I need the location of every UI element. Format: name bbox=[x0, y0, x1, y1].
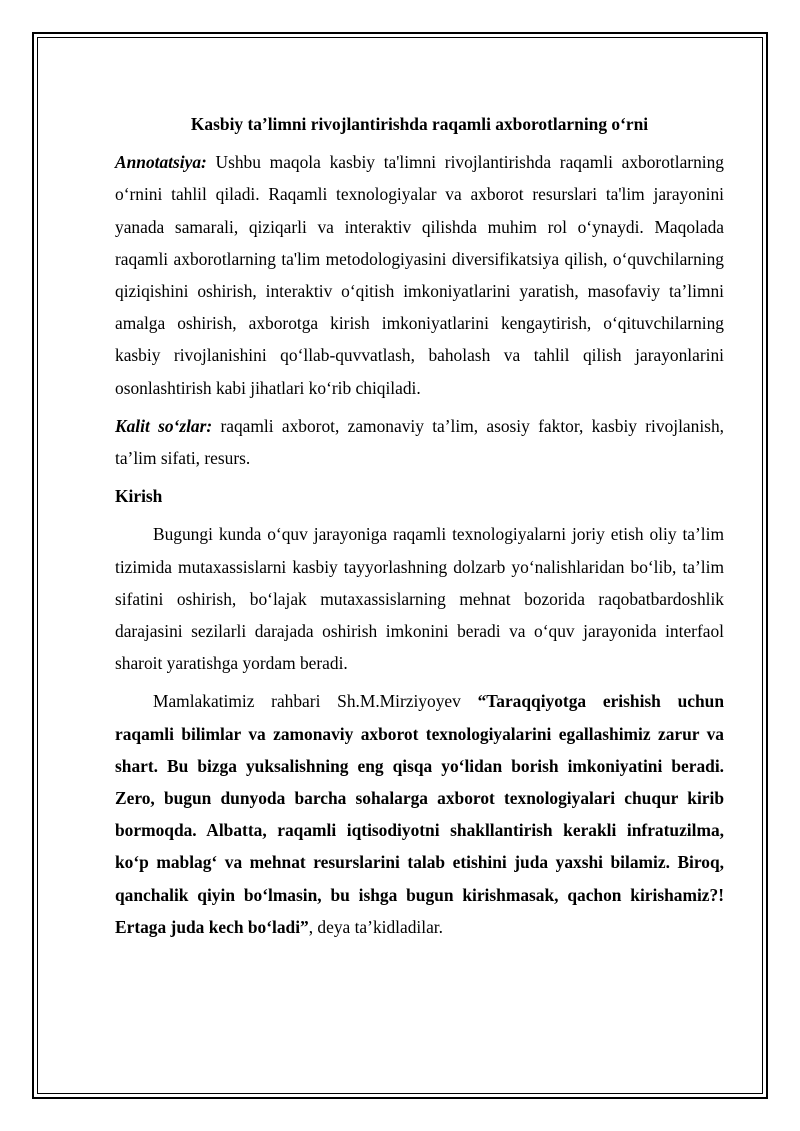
keywords-label: Kalit so‘zlar: bbox=[115, 415, 213, 436]
document-body bbox=[115, 108, 724, 949]
section-heading: Kirish bbox=[115, 486, 163, 507]
abstract-label: Annotatsiya: bbox=[115, 152, 207, 173]
keywords-paragraph bbox=[115, 410, 724, 474]
quote-intro: Mamlakatimiz rahbari Sh.M.Mirziyoyev bbox=[153, 691, 478, 712]
abstract-paragraph bbox=[115, 146, 724, 404]
document-title: Kasbiy ta’limni rivojlantirishda raqamli axborotlarning o‘rni bbox=[190, 114, 649, 134]
intro-paragraph-2 bbox=[115, 685, 724, 943]
intro-paragraph-1: Bugungi kunda o‘quv jarayoniga raqamli texnologiyalarni joriy etish oliy ta’lim tizimida mutaxassislarni kasbiy tayyorlashning dolzarb yo‘nalishlaridan bo‘lib, ta’lim sifatini oshirish, bo‘lajak mutaxassislarning mehnat bozorida raqobatbardoshlik darajasini sezilarli darajada oshirish imkonini beradi va o‘quv jarayonida interfaol sharoit yaratishga yordam beradi. bbox=[115, 524, 724, 674]
quote-outro: , deya ta’kidladilar. bbox=[308, 916, 443, 937]
quote-text: “Taraqqiyotga erishish uchun raqamli bilimlar va zamonaviy axborot texnologiyalarini egallashimiz zarur va shart. Bu bizga yuksalishning eng qisqa yo‘lidan borish imkoniyatini beradi. Zero, bugun dunyoda barcha sohalarga axborot texnologiyalari chuqur kirib bormoqda. Albatta, raqamli iqtisodiyotni shakllantirish kerakli infratuzilma, ko‘p mablag‘ va mehnat resurslarini talab etishini juda yaxshi bilamiz. Biroq, qanchalik qiyin bo‘lmasin, bu ishga bugun kirishmasak, qachon kirishamiz?! Ertaga juda kech bo‘ladi” bbox=[115, 691, 724, 937]
abstract-text: Ushbu maqola kasbiy ta'limni rivojlantirishda raqamli axborotlarning o‘rnini tahlil qiladi. Raqamli texnologiyalar va axborot resurslari ta'lim jarayonini yanada samarali, qiziqarli va interaktiv qilishda muhim rol o‘ynaydi. Maqolada raqamli axborotlarning ta'lim metodologiyasini diversifikatsiya qilish, o‘quvchilarning qiziqishini oshirish, interaktiv o‘qitish imkoniyatlarini yaratish, masofaviy ta’limni amalga oshirish, axborotga kirish imkoniyatlarini kengaytirish, o‘qituvchilarning kasbiy rivojlanishini qo‘llab-quvvatlash, baholash va tahlil qilish jarayonlarini osonlashtirish kabi jihatlari ko‘rib chiqiladi. bbox=[115, 152, 724, 398]
keywords-text: raqamli axborot, zamonaviy ta’lim, asosiy faktor, kasbiy rivojlanish, ta’lim sifati, resurs. bbox=[115, 415, 724, 469]
